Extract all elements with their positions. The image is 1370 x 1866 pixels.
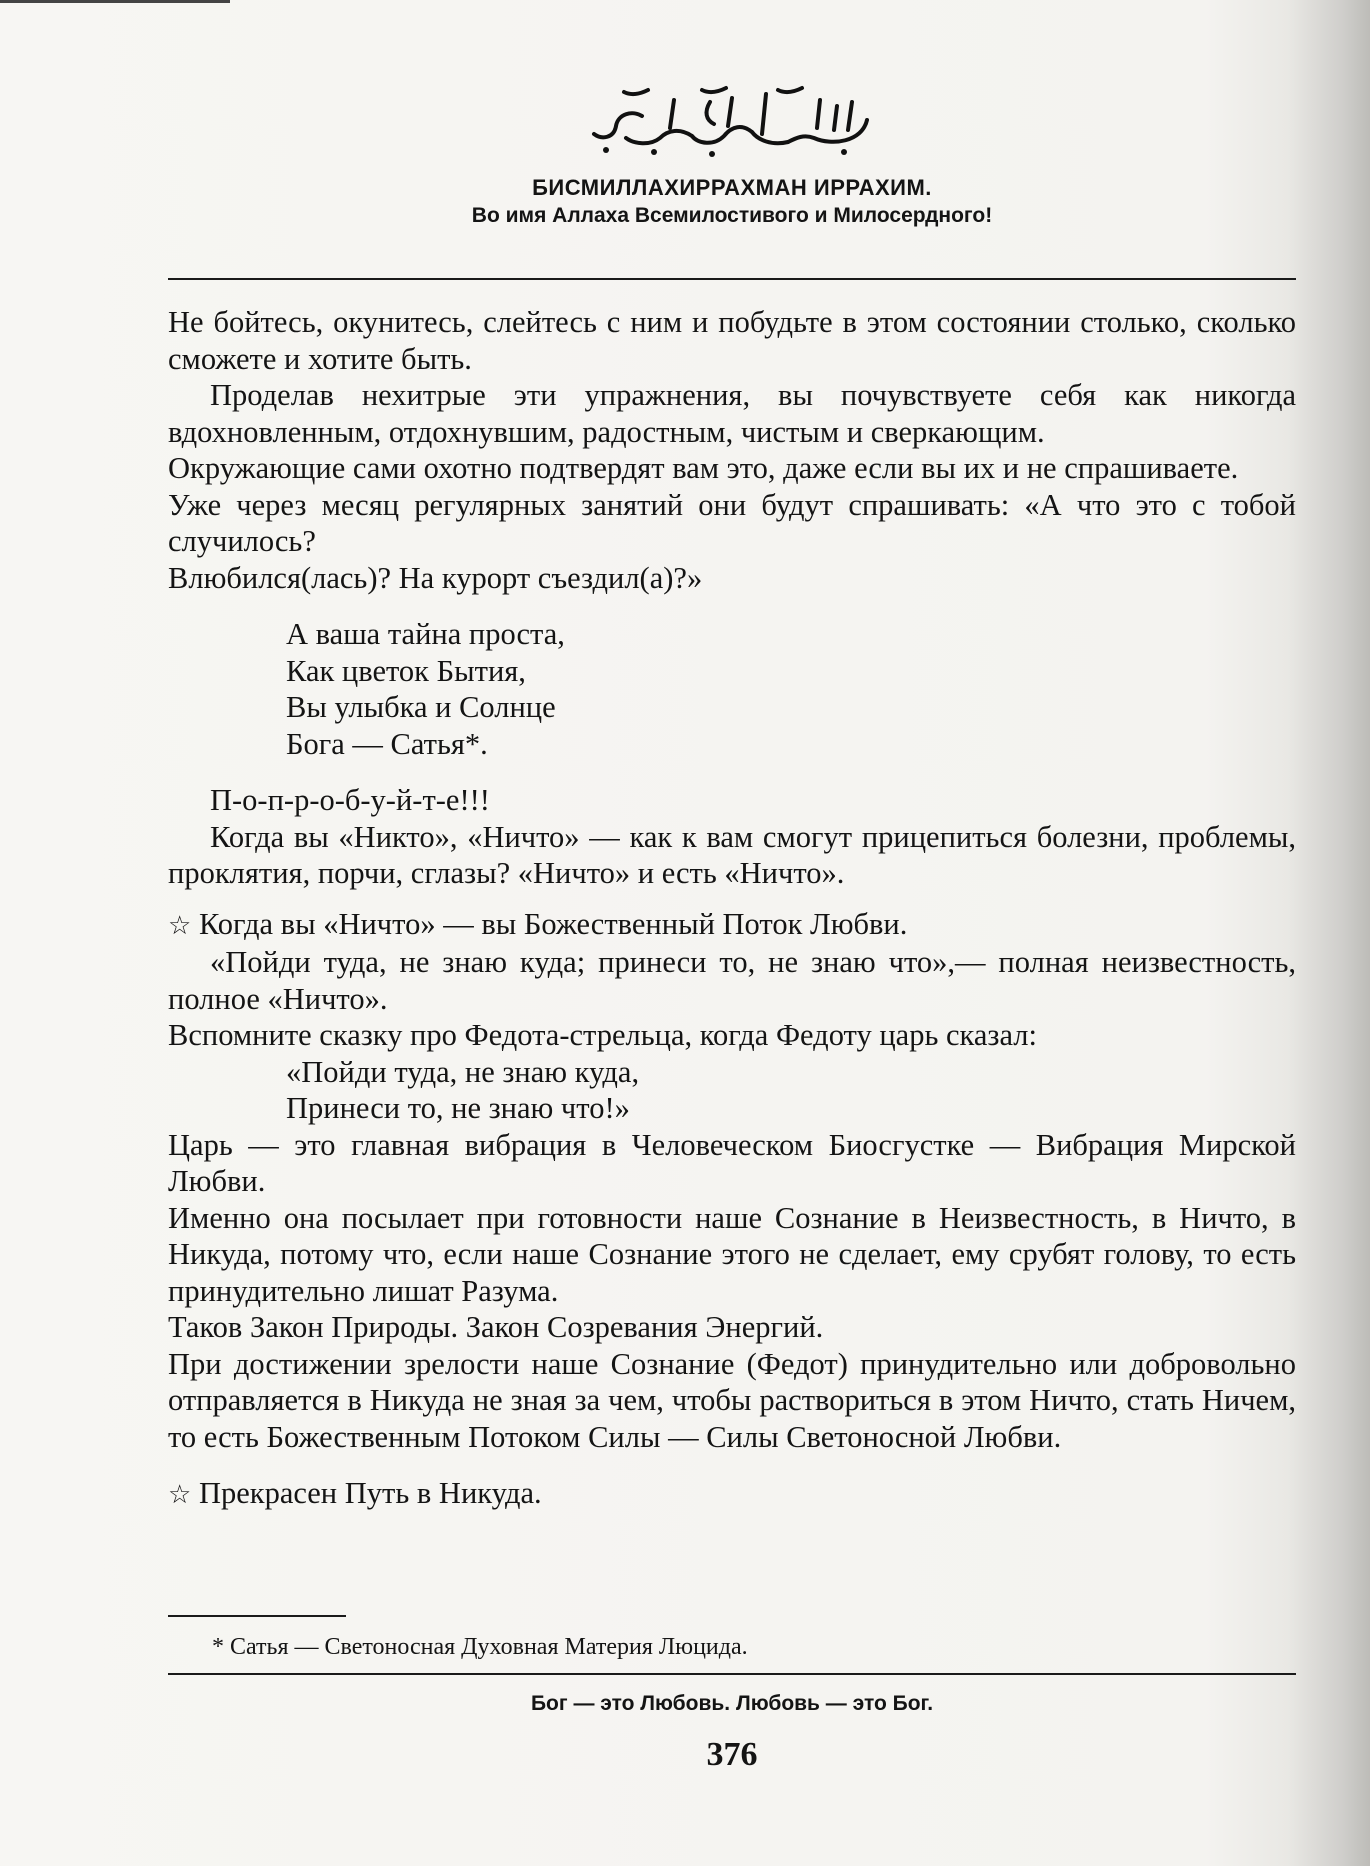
main-text	[168, 304, 1296, 1514]
paragraph: П-о-п-р-о-б-у-й-т-е!!!	[210, 783, 490, 817]
footnote: * Сатья — Светоносная Духовная Материя Люцида.	[212, 1634, 748, 1660]
page-number: 376	[706, 1736, 758, 1773]
verse-line: Принеси то, не знаю что!»	[286, 1091, 630, 1125]
paragraph: Именно она посылает при готовности наше Сознание в Неизвестность, в Ничто, в Никуда, потому что, если наше Сознание этого не сделает, ему срубят голову, то есть принудительно лишат Разума.	[168, 1200, 1296, 1308]
paragraph: «Пойди туда, не знаю куда; принеси то, не знаю что»,— полная неизвестность, полное «Ничто».	[168, 945, 1296, 1016]
header-translation: Во имя Аллаха Всемилостивого и Милосердного!	[471, 204, 993, 227]
verse-line: Вы улыбка и Солнце	[286, 690, 556, 724]
verse-line: А ваша тайна проста,	[286, 617, 565, 651]
paragraph: Не бойтесь, окунитесь, слейтесь с ним и побудьте в этом состоянии столько, сколько сможете и хотите быть.	[168, 305, 1296, 376]
highlighted-paragraph	[168, 1475, 1296, 1514]
verse-line: «Пойди туда, не знаю куда,	[286, 1054, 640, 1089]
header-divider	[168, 278, 1296, 280]
footer-motto: Бог — это Любовь. Любовь — это Бог.	[530, 1692, 934, 1715]
paragraph-text: Когда вы «Ничто» — вы Божественный Поток Любви.	[198, 906, 908, 941]
paragraph: Влюбился(лась)? На курорт съездил(а)?»	[168, 560, 703, 595]
paragraph: Таков Закон Природы. Закон Созревания Энергий.	[168, 1310, 824, 1344]
paragraph-text: Прекрасен Путь в Никуда.	[198, 1476, 542, 1510]
star-icon: ☆	[168, 1480, 192, 1509]
scan-artifact	[0, 0, 230, 3]
verse-line: Как цветок Бытия,	[286, 653, 526, 688]
paragraph: Царь — это главная вибрация в Человеческом Биосгустке — Вибрация Мирской Любви.	[168, 1127, 1296, 1198]
highlighted-paragraph	[168, 906, 1296, 945]
header-transliteration: БИСМИЛЛАХИРРАХМАН ИРРАХИМ.	[532, 175, 932, 200]
footer-divider	[168, 1673, 1296, 1675]
paragraph: При достижении зрелости наше Сознание (Федот) принудительно или добровольно отправляется в Никуда не зная за чем, чтобы раствориться в этом Ничто, стать Ничем, то есть Божественным Потоком Силы — Силы Светоносной Любви.	[168, 1346, 1296, 1454]
footnote-divider	[168, 1615, 346, 1617]
paragraph: Уже через месяц регулярных занятий они будут спрашивать: «А что это с тобой случилось?	[168, 487, 1296, 558]
paragraph: Окружающие сами охотно подтвердят вам это, даже если вы их и не спрашиваете.	[168, 451, 1239, 485]
arabic-calligraphy-icon	[582, 80, 882, 160]
star-icon: ☆	[168, 910, 192, 940]
paragraph: Вспомните сказку про Федота-стрельца, когда Федоту царь сказал:	[168, 1018, 1037, 1052]
verse-line: Бога — Сатья*.	[286, 726, 488, 761]
paragraph: Проделав нехитрые эти упражнения, вы почувствуете себя как никогда вдохновленным, отдохнувшим, радостным, чистым и сверкающим.	[168, 378, 1296, 449]
paragraph: Когда вы «Никто», «Ничто» — как к вам смогут прицепиться болезни, проблемы, проклятия, порчи, сглазы? «Ничто» и есть «Ничто».	[168, 819, 1296, 890]
page-header	[168, 80, 1296, 230]
